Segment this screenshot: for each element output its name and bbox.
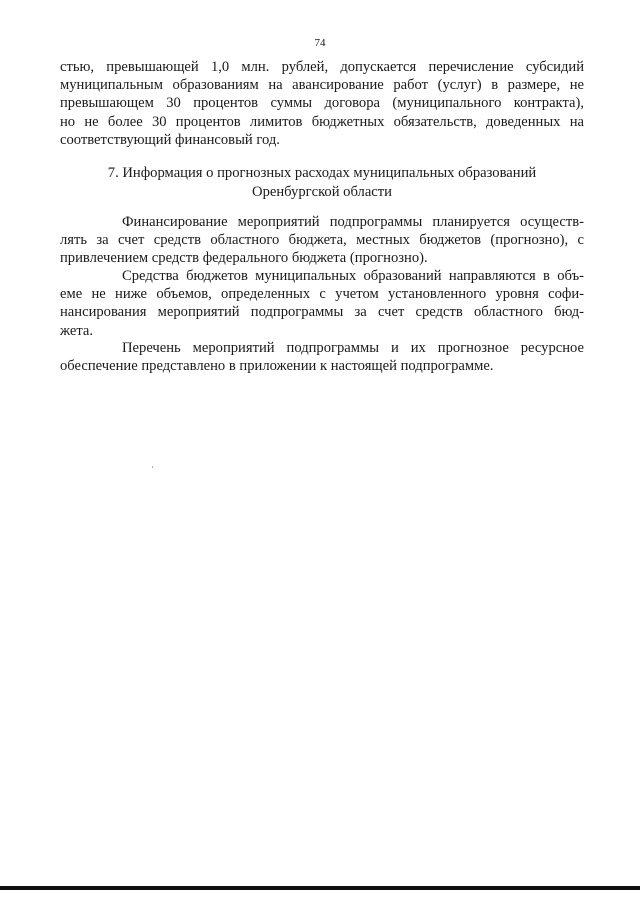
section-heading-line: 7. Информация о прогнозных расходах муниципальных образований bbox=[107, 165, 537, 181]
page-number: 74 bbox=[314, 37, 326, 49]
text-line: но не более 30 процентов лимитов бюджетных обязательств, доведенных на bbox=[60, 113, 584, 130]
text-line: Финансирование мероприятий подпрограммы планируется осуществ- bbox=[122, 214, 584, 230]
text-line: жета. bbox=[60, 322, 94, 339]
text-line: нансирования мероприятий подпрограммы за счет средств областного бюд- bbox=[60, 304, 584, 321]
text-line: привлечением средств федерального бюджета (прогнозно). bbox=[60, 250, 428, 267]
paragraph-measures-list bbox=[60, 339, 584, 375]
paragraph-financing bbox=[60, 213, 584, 268]
text-line: соответствующий финансовый год. bbox=[60, 131, 280, 148]
text-line: муниципальным образованиям на авансирование работ (услуг) в размере, не bbox=[60, 77, 584, 94]
intro-text bbox=[60, 58, 584, 149]
text-line: обеспечение представлено в приложении к настоящей подпрограмме. bbox=[60, 358, 494, 375]
text-line: Перечень мероприятий подпрограммы и их прогнозное ресурсное bbox=[122, 340, 584, 356]
section-heading bbox=[60, 164, 584, 201]
paragraph-municipal-budgets bbox=[60, 267, 584, 340]
text-line: еме не ниже объемов, определенных с учетом установленного уровня софи- bbox=[60, 286, 584, 303]
scan-speck bbox=[152, 466, 153, 468]
text-line: превышающем 30 процентов суммы договора (муниципального контракта), bbox=[60, 95, 584, 112]
text-line: лять за счет средств областного бюджета, местных бюджетов (прогнозно), с bbox=[60, 232, 584, 249]
section-heading-line: Оренбургской области bbox=[252, 183, 392, 200]
text-line: Средства бюджетов муниципальных образований направляются в объ- bbox=[122, 268, 584, 284]
bottom-scan-border bbox=[0, 886, 640, 890]
text-line: стью, превышающей 1,0 млн. рублей, допускается перечисление субсидий bbox=[60, 59, 584, 75]
